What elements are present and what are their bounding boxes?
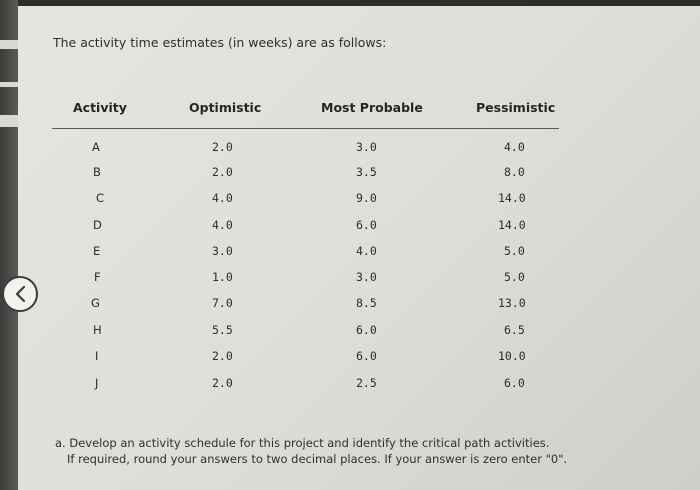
cell-optimistic: 2.0: [212, 140, 233, 154]
cell-activity: D: [93, 218, 102, 232]
cell-pessimistic: 13.0: [498, 296, 526, 310]
question-text: [55, 435, 567, 467]
cell-most-probable: 4.0: [356, 244, 377, 258]
cell-most-probable: 2.5: [356, 376, 377, 390]
cell-optimistic: 2.0: [212, 376, 233, 390]
chevron-left-icon: [12, 285, 30, 303]
cell-pessimistic: 4.0: [504, 140, 525, 154]
cell-optimistic: 4.0: [212, 218, 233, 232]
cell-activity: E: [93, 244, 101, 258]
cell-optimistic: 2.0: [212, 165, 233, 179]
cell-activity: A: [92, 140, 100, 154]
cell-optimistic: 2.0: [212, 349, 233, 363]
cell-activity: C: [96, 191, 105, 205]
header-pessimistic: Pessimistic: [476, 100, 556, 115]
cell-activity: H: [93, 323, 102, 337]
edge-marker: [0, 40, 18, 49]
cell-optimistic: 4.0: [212, 191, 233, 205]
cell-optimistic: 1.0: [212, 270, 233, 284]
cell-activity: I: [95, 349, 99, 363]
cell-most-probable: 6.0: [356, 218, 377, 232]
cell-optimistic: 7.0: [212, 296, 233, 310]
table-row: [0, 347, 700, 367]
table-row: [0, 374, 700, 394]
table-row: [0, 321, 700, 341]
intro-text: The activity time estimates (in weeks) are as follows:: [53, 35, 387, 50]
cell-pessimistic: 14.0: [498, 218, 526, 232]
table-row: [0, 242, 700, 262]
question-line-2: If required, round your answers to two decimal places. If your answer is zero enter "0".: [67, 452, 568, 466]
edge-marker: [0, 115, 18, 127]
header-most-probable: Most Probable: [321, 100, 423, 115]
cell-optimistic: 5.5: [212, 323, 233, 337]
cell-most-probable: 3.5: [356, 165, 377, 179]
cell-pessimistic: 5.0: [504, 270, 525, 284]
table-row: [0, 163, 700, 183]
top-edge: [18, 0, 700, 6]
back-button[interactable]: [2, 276, 38, 312]
cell-most-probable: 8.5: [356, 296, 377, 310]
header-optimistic: Optimistic: [189, 100, 262, 115]
cell-most-probable: 9.0: [356, 191, 377, 205]
cell-activity: G: [91, 296, 100, 310]
cell-pessimistic: 10.0: [498, 349, 526, 363]
table-row: [0, 138, 700, 158]
header-divider: [52, 128, 559, 129]
cell-pessimistic: 6.5: [504, 323, 525, 337]
cell-most-probable: 3.0: [356, 140, 377, 154]
header-activity: Activity: [73, 100, 127, 115]
question-line-1: a. Develop an activity schedule for this project and identify the critical path activities.: [55, 436, 550, 450]
cell-pessimistic: 6.0: [504, 376, 525, 390]
table-row: [0, 216, 700, 236]
cell-optimistic: 3.0: [212, 244, 233, 258]
cell-pessimistic: 14.0: [498, 191, 526, 205]
cell-most-probable: 6.0: [356, 323, 377, 337]
table-row: [0, 294, 700, 314]
cell-activity: B: [93, 165, 101, 179]
cell-pessimistic: 5.0: [504, 244, 525, 258]
cell-most-probable: 6.0: [356, 349, 377, 363]
cell-pessimistic: 8.0: [504, 165, 525, 179]
cell-activity: J: [95, 376, 99, 390]
cell-activity: F: [94, 270, 101, 284]
edge-marker: [0, 82, 18, 87]
cell-most-probable: 3.0: [356, 270, 377, 284]
table-row: [0, 189, 700, 209]
table-row: [0, 268, 700, 288]
